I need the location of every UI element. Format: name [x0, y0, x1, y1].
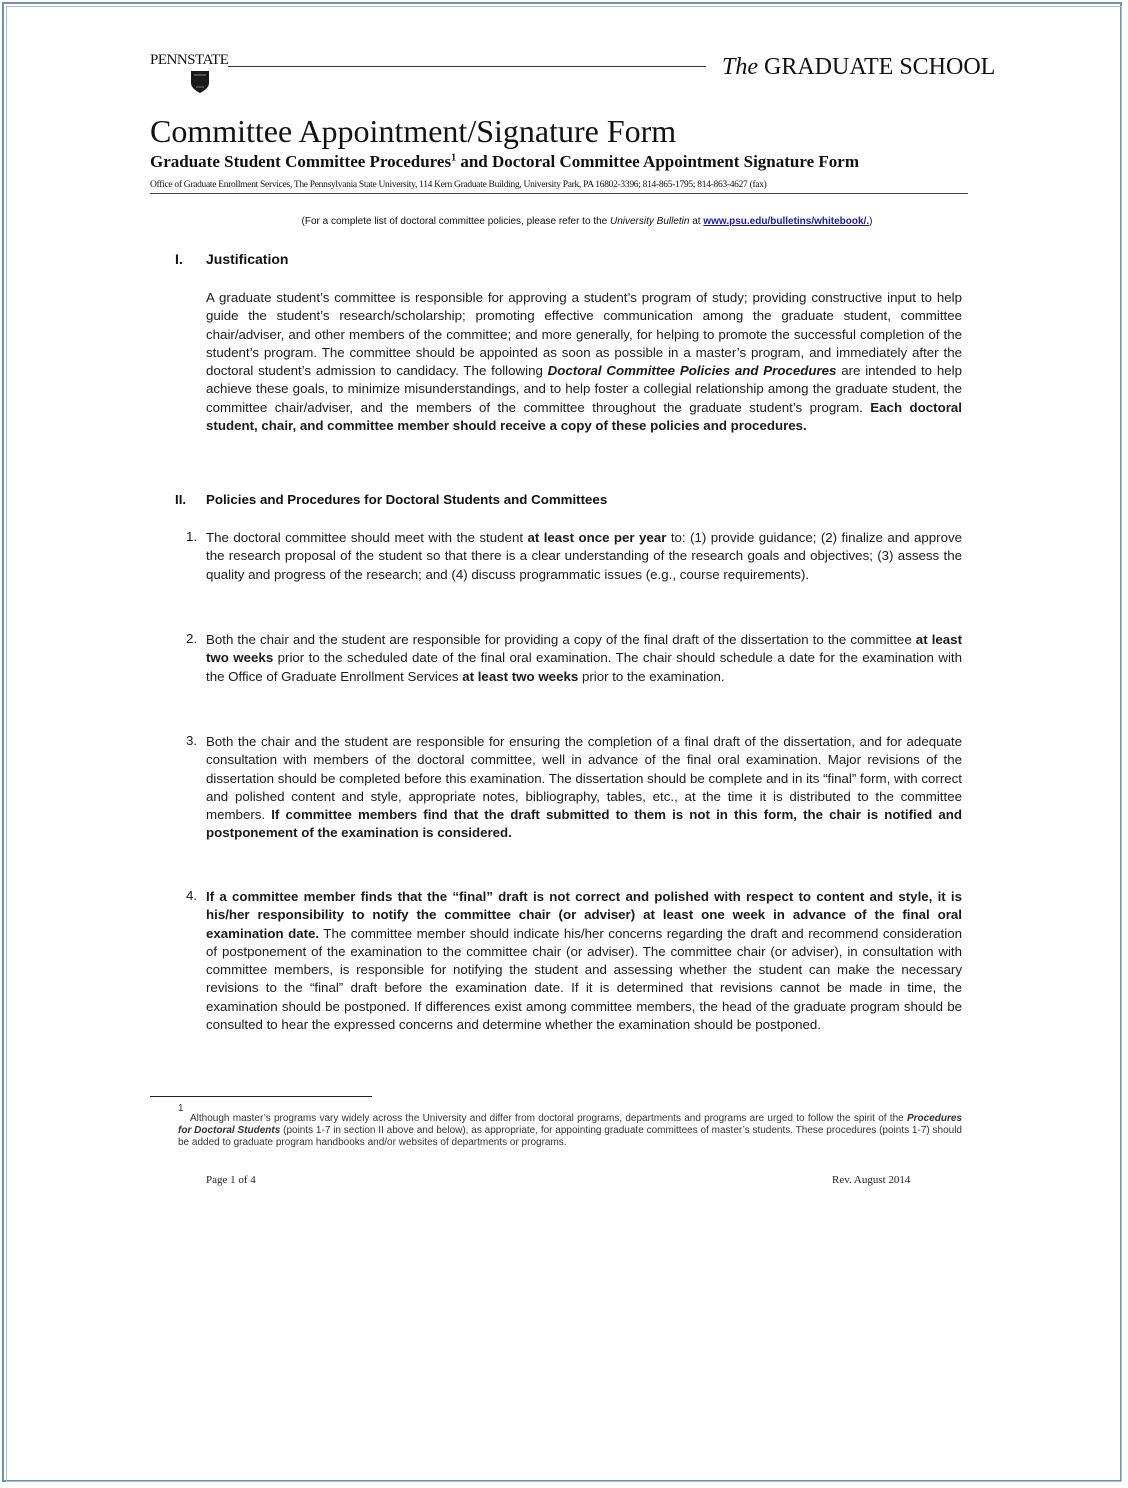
subtitle-part1: Graduate Student Committee Procedures [150, 152, 452, 171]
item-2-text [206, 631, 962, 686]
footnote-rule [150, 1096, 372, 1097]
section1-text-bold: Each doctoral student, chair, and committee member should receive a copy of these policies and procedures. [206, 399, 962, 434]
footnote-a: Although master’s programs vary widely across the University and differ from doctoral programs, departments and programs are urged to follow the spirit of the [190, 1113, 907, 1124]
item-2-c: prior to the scheduled date of the final oral examination. The chair should schedule a date for the examination with the Office of Graduate Enrollment Services [206, 650, 962, 684]
item-1-c: to: (1) provide guidance; (2) finalize and approve the research proposal of the student so that there is a clear understanding of the research goals and objectives; (3) assess the quality and progress of the research; and (4) discuss programmatic issues (e.g., course requirements). [206, 530, 963, 582]
subtitle-part2: and Doctoral Committee Appointment Signature Form [456, 152, 860, 171]
item-1-b: at least once per year [527, 530, 667, 545]
reference-at: at [689, 216, 704, 227]
reference-bulletin: University Bulletin [609, 216, 690, 227]
footnote-em: Procedures for Doctoral Students [178, 1113, 962, 1136]
pennstate-logo-text: PENNSTATE [150, 52, 229, 68]
footnote-b: (points 1-7 in section II above and below), as appropriate, for appointing graduate committees of master’s students. These procedures (points 1-7) should be added to graduate program handbooks and/or websites of departments or programs. [178, 1125, 962, 1148]
item-1-a: The doctoral committee should meet with the student [206, 530, 528, 545]
reference-before: (For a complete list of doctoral committee policies, please refer to the [301, 216, 610, 227]
section1-text-em: Doctoral Committee Policies and Procedures [547, 363, 837, 379]
pennstate-shield-icon [190, 70, 210, 94]
item-4-b: The committee member should indicate his/her concerns regarding the draft and recommend consideration of postponement of the examination to the committee chair (or adviser). The committee chair (or adviser), in consultation with committee members, is responsible for notifying the student and assessing whether the student can make the necessary revisions to the “final” draft before the examination date. If it is determined that revisions cannot be made in time, the examination should be postponed. If differences exist among committee members, the head of the graduate program should be consulted to hear the expressed concerns and determine whether the examination should be postponed. [206, 925, 962, 1033]
section1-text-a: A graduate student’s committee is responsible for approving a student’s program of study; providing constructive input to help guide the student’s research/scholarship; promoting effective communication among the graduate student, committee chair/adviser, and other members of the committee; and more generally, for helping to promote the successful completion of the student’s program. The committee should be appointed as soon as possible in a master’s program, and immediately after the doctoral student’s admission to candidacy. The following [206, 290, 962, 379]
page-title: Committee Appointment/Signature Form [150, 113, 677, 149]
graduate-school-name: GRADUATE SCHOOL [764, 54, 996, 80]
item-3-text [206, 733, 962, 843]
item-3-b: If committee members find that the draft submitted to them is not in this form, the chair is notified and postponement of the examination is considered. [206, 807, 962, 841]
item-4-a: If a committee member finds that the “final” draft is not correct and polished with respect to content and style, it is his/her responsibility to notify the committee chair (or adviser) at least one week in advance of the final oral examination date. [206, 889, 962, 941]
page-subtitle [150, 152, 859, 172]
section2-heading: Policies and Procedures for Doctoral Students and Committees [206, 492, 608, 507]
office-address-line: Office of Graduate Enrollment Services, The Pennsylvania State University, 114 Kern Graduate Building, University Park, PA 16802-3396; 814-865-1795; 814-863-4627 (fax) [150, 180, 767, 190]
reference-after: ) [869, 216, 873, 227]
item-2-a: Both the chair and the student are responsible for providing a copy of the final draft of the dissertation to the committee [206, 632, 916, 647]
footnote-mark: 1 [178, 1103, 184, 1114]
item-1-number: 1. [186, 529, 198, 544]
item-2-b: at least two weeks [206, 632, 963, 666]
graduate-school-wordmark [722, 54, 995, 81]
subtitle-footnote-mark: 1 [451, 152, 457, 164]
item-1-text [206, 529, 962, 584]
section1-number: I. [175, 251, 183, 267]
policy-reference [150, 216, 1024, 227]
section1-text-b: are intended to help achieve these goals, to minimize misunderstandings, and to help foster a collegial relationship among the graduate student, the committee chair/adviser, and the members of the committee throughout the graduate student’s program. [206, 363, 962, 415]
item-4-text [206, 888, 962, 1034]
item-2-d: at least two weeks [462, 668, 579, 684]
bulletin-link[interactable]: www.psu.edu/bulletins/whitebook/. [703, 216, 870, 227]
section2-number: II. [175, 492, 187, 507]
item-3-number: 3. [186, 733, 198, 748]
item-4-number: 4. [186, 888, 198, 903]
office-rule [150, 193, 968, 194]
item-2-e: prior to the examination. [578, 668, 725, 684]
item-2-number: 2. [186, 631, 198, 646]
section1-paragraph [206, 289, 962, 435]
page-number: Page 1 of 4 [206, 1174, 256, 1186]
header-rule [228, 66, 706, 67]
item-3-a: Both the chair and the student are responsible for ensuring the completion of a final draft of the dissertation, and for adequate consultation with members of the doctoral committee, well in advance of the final oral examination. Major revisions of the dissertation should be completed before this examination. The dissertation should be complete and in its “final” form, with correct and polished content and style, appropriate notes, bibliography, tables, etc., at the time it is distributed to the committee members. [206, 734, 962, 823]
graduate-school-the: The [722, 54, 758, 80]
footnote-text [178, 1113, 962, 1149]
revision-date: Rev. August 2014 [832, 1174, 911, 1186]
section1-heading: Justification [206, 251, 289, 267]
